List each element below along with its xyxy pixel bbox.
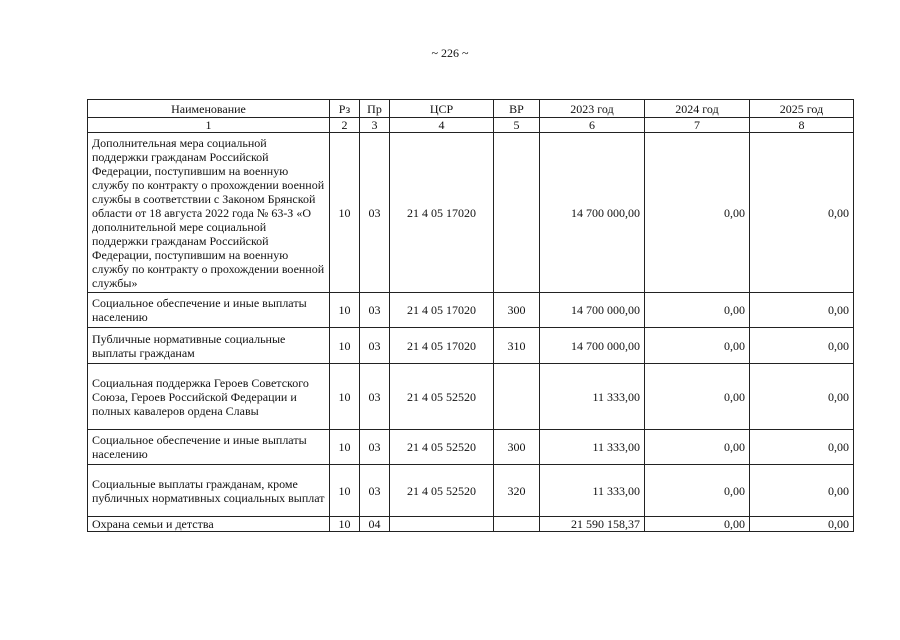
- row-2023: 14 700 000,00: [540, 293, 645, 328]
- header-vr: ВР: [494, 100, 540, 118]
- table-row: [88, 293, 854, 328]
- row-pr: 03: [360, 430, 390, 465]
- row-vr: 300: [494, 430, 540, 465]
- row-name: Охрана семьи и детства: [88, 517, 330, 532]
- row-2024: 0,00: [645, 133, 750, 293]
- row-pr: 04: [360, 517, 390, 532]
- row-2025: 0,00: [750, 517, 854, 532]
- row-vr: 310: [494, 328, 540, 364]
- row-2025: 0,00: [750, 430, 854, 465]
- row-pr: 03: [360, 328, 390, 364]
- row-2024: 0,00: [645, 465, 750, 517]
- row-2024: 0,00: [645, 430, 750, 465]
- header-2025: 2025 год: [750, 100, 854, 118]
- row-2025: 0,00: [750, 465, 854, 517]
- row-vr: [494, 517, 540, 532]
- page-number: ~ 226 ~: [431, 46, 469, 60]
- row-vr: 320: [494, 465, 540, 517]
- row-pr: 03: [360, 133, 390, 293]
- column-number: 4: [390, 118, 494, 133]
- header-rz: Рз: [330, 100, 360, 118]
- row-name: Публичные нормативные социальные выплаты гражданам: [88, 328, 330, 364]
- table-row: [88, 133, 854, 293]
- column-number-row: [88, 118, 854, 133]
- table-row: [88, 328, 854, 364]
- row-2023: 21 590 158,37: [540, 517, 645, 532]
- row-rz: 10: [330, 293, 360, 328]
- column-number: 5: [494, 118, 540, 133]
- column-number: 8: [750, 118, 854, 133]
- header-2024: 2024 год: [645, 100, 750, 118]
- table-row: [88, 430, 854, 465]
- column-number: 2: [330, 118, 360, 133]
- header-2023: 2023 год: [540, 100, 645, 118]
- row-rz: 10: [330, 364, 360, 430]
- row-2024: 0,00: [645, 328, 750, 364]
- row-2023: 14 700 000,00: [540, 133, 645, 293]
- row-name: Социальная поддержка Героев Советского Союза, Героев Российской Федерации и полных кавалеров ордена Славы: [88, 364, 330, 430]
- budget-table: [87, 99, 854, 532]
- row-csr: [390, 517, 494, 532]
- row-2024: 0,00: [645, 293, 750, 328]
- row-vr: 300: [494, 293, 540, 328]
- row-2023: 14 700 000,00: [540, 328, 645, 364]
- row-rz: 10: [330, 328, 360, 364]
- row-pr: 03: [360, 465, 390, 517]
- row-vr: [494, 133, 540, 293]
- row-rz: 10: [330, 133, 360, 293]
- column-number: 1: [88, 118, 330, 133]
- row-2024: 0,00: [645, 517, 750, 532]
- row-rz: 10: [330, 517, 360, 532]
- row-name: Социальное обеспечение и иные выплаты населению: [88, 430, 330, 465]
- row-csr: 21 4 05 52520: [390, 364, 494, 430]
- row-2025: 0,00: [750, 328, 854, 364]
- header-row: [88, 100, 854, 118]
- column-number: 7: [645, 118, 750, 133]
- table-row: [88, 465, 854, 517]
- row-2025: 0,00: [750, 293, 854, 328]
- row-vr: [494, 364, 540, 430]
- row-pr: 03: [360, 293, 390, 328]
- row-pr: 03: [360, 364, 390, 430]
- row-2023: 11 333,00: [540, 465, 645, 517]
- row-rz: 10: [330, 465, 360, 517]
- row-2023: 11 333,00: [540, 364, 645, 430]
- column-number: 6: [540, 118, 645, 133]
- header-name: Наименование: [88, 100, 330, 118]
- header-csr: ЦСР: [390, 100, 494, 118]
- row-2023: 11 333,00: [540, 430, 645, 465]
- table-row: [88, 364, 854, 430]
- row-2024: 0,00: [645, 364, 750, 430]
- row-name: Дополнительная мера социальной поддержки гражданам Российской Федерации, поступившим на военную службу по контракту о прохождении военной службы в соответствии с Законом Брянской области от 18 августа 2022 года № 63-З «О дополнительной мере социальной поддержки гражданам Российской Федерации, поступившим на военную службу по контракту о прохождении военной службы»: [88, 133, 330, 293]
- row-csr: 21 4 05 52520: [390, 430, 494, 465]
- row-rz: 10: [330, 430, 360, 465]
- row-csr: 21 4 05 52520: [390, 465, 494, 517]
- row-name: Социальные выплаты гражданам, кроме публичных нормативных социальных выплат: [88, 465, 330, 517]
- row-csr: 21 4 05 17020: [390, 328, 494, 364]
- row-name: Социальное обеспечение и иные выплаты населению: [88, 293, 330, 328]
- row-csr: 21 4 05 17020: [390, 293, 494, 328]
- column-number: 3: [360, 118, 390, 133]
- row-csr: 21 4 05 17020: [390, 133, 494, 293]
- row-2025: 0,00: [750, 133, 854, 293]
- table-row: [88, 517, 854, 532]
- row-2025: 0,00: [750, 364, 854, 430]
- header-pr: Пр: [360, 100, 390, 118]
